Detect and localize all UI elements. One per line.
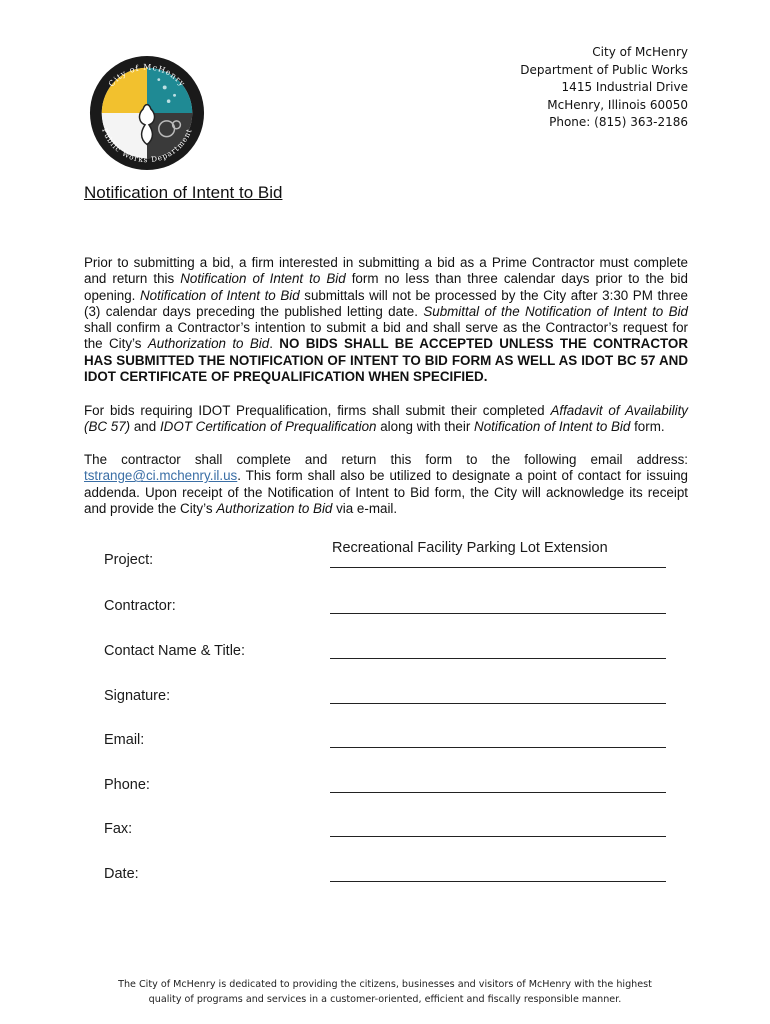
text-run: via e-mail. (332, 500, 398, 516)
svg-text:City of McHenry: City of McHenry (106, 62, 188, 89)
signature-label: Signature: (104, 688, 171, 704)
email-field (104, 718, 666, 748)
italic-run: Affadavit of Availability (BC 57) (84, 403, 688, 435)
address-department: Department of Public Works (520, 62, 688, 77)
italic-run: IDOT Certification of Prequalification (159, 419, 377, 435)
text-run: and (130, 419, 160, 435)
footer-line-1: The City of McHenry is dedicated to providing the citizens, businesses and visitors of McHenry with the highest (118, 979, 652, 990)
bold-warning: NO BIDS SHALL BE ACCEPTED UNLESS THE CONTRACTOR HAS SUBMITTED THE NOTIFICATION OF INTENT TO BID FORM AS WELL AS IDOT BC 57 AND IDOT CERTIFICATE OF PREQUALIFICATION WHEN SPECIFIED. (84, 336, 689, 385)
italic-run: Notification of Intent to Bid (180, 271, 346, 287)
mission-statement-footer (0, 977, 770, 1007)
contractor-field (104, 584, 666, 614)
date-field (104, 852, 666, 882)
phone-label: Phone: (104, 777, 150, 793)
address-city-state-zip: McHenry, Illinois 60050 (547, 97, 688, 112)
fax-field (104, 807, 666, 837)
text-run: shall confirm a Contractor’s intention to submit a bid and shall serve as the Contractor’s request for the City’s (84, 320, 688, 352)
signature-input[interactable] (330, 673, 666, 704)
text-run: submittals will not be processed by the City after 3:30 PM three (3) calendar days preceding the published letting date. (84, 287, 688, 319)
contact-name-title-label: Contact Name & Title: (104, 643, 246, 659)
text-run: The contractor shall complete and return this form to the following email address: (84, 452, 688, 467)
text-run: Prior to submitting a bid, a firm interested in submitting a bid as a Prime Contractor must complete and return this (84, 255, 688, 287)
date-input[interactable] (330, 851, 666, 882)
text-run: For bids requiring IDOT Prequalification, firms shall submit their completed (84, 403, 551, 418)
date-label: Date: (104, 866, 139, 882)
department-address (520, 44, 688, 132)
instructions-paragraph (84, 255, 688, 385)
prequalification-paragraph (84, 403, 688, 436)
email-link[interactable]: tstrange@ci.mchenry.il.us (84, 468, 238, 484)
address-street: 1415 Industrial Drive (561, 80, 688, 95)
project-field (104, 538, 666, 568)
text-run: form. (630, 419, 665, 435)
phone-field (104, 763, 666, 793)
project-label: Project: (104, 552, 154, 568)
contact-name-title-field (104, 629, 666, 659)
text-run: . (269, 336, 280, 352)
form-title: Notification of Intent to Bid (84, 183, 283, 202)
text-run: . This form shall also be utilized to designate a point of contact for issuing addenda. Upon receipt of the Notification of Intent to Bid form, the City will acknowledge its receipt and provide the City’s (84, 468, 688, 516)
italic-run: Notification of Intent to Bid (474, 419, 631, 435)
footer-line-2: quality of programs and services in a customer-oriented, efficient and fiscally responsible manner. (148, 994, 622, 1005)
address-phone: Phone: (815) 363-2186 (549, 115, 688, 130)
address-city: City of McHenry (592, 45, 688, 59)
email-input[interactable] (330, 717, 666, 748)
text-run: form no less than three calendar days prior to the bid opening. (84, 271, 688, 303)
fax-label: Fax: (104, 821, 133, 837)
contractor-input[interactable] (330, 583, 666, 614)
project-value: Recreational Facility Parking Lot Extension (332, 540, 608, 556)
italic-run: Notification of Intent to Bid (139, 287, 300, 303)
phone-input[interactable] (330, 762, 666, 793)
italic-run: Submittal of the Notification of Intent to Bid (423, 303, 688, 319)
project-input[interactable] (330, 537, 666, 568)
fax-input[interactable] (330, 806, 666, 837)
italic-run: Authorization to Bid (147, 336, 270, 352)
text-run: along with their (376, 419, 475, 435)
email-label: Email: (104, 732, 145, 748)
contractor-label: Contractor: (104, 598, 176, 614)
city-seal-logo (88, 54, 206, 172)
contact-name-title-input[interactable] (330, 628, 666, 659)
signature-field (104, 674, 666, 704)
italic-run: Authorization to Bid (216, 500, 333, 516)
svg-text:Public Works Department: Public Works Department (100, 126, 194, 165)
submission-paragraph (84, 452, 688, 517)
